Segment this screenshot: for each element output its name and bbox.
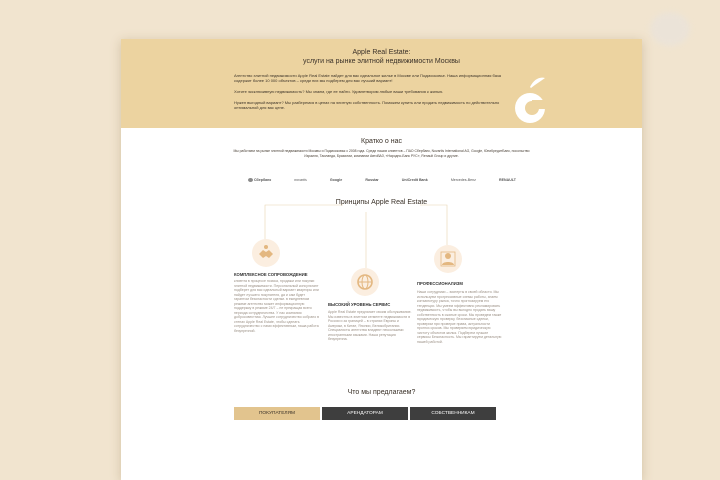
about-title: Кратко о нас: [361, 138, 402, 145]
principles-title: Принципы Apple Real Estate: [335, 199, 428, 206]
logo-russtar: Russtar: [365, 178, 379, 182]
principle-heading: ВЫСОКИЙ УРОВЕНЬ СЕРВИС: [328, 302, 391, 307]
logo-unicredit: UniCredit Bank: [401, 178, 428, 182]
apple-logo-icon: [505, 75, 555, 125]
logo-renault: RENAULT: [499, 178, 516, 182]
principle-text: Наши сотрудники – эксперты в своей области. Мы используем прогрессивные схемы работы, знаем конъюнктуру рынка, точно прогнозируем его тенденции. Мы умеем эффективно рекламировать недвижимость, чтобы вы выгодно продать вашу собственность в сжатые сроки. Мы проведем также юридическую проверку, безопасные сделки, проверим при проверке права, актуальности прогноз сроков. Мы проверяем юридическую чистоту объектов жилья. Подберем лучшие сервисы Безопасность. Мы гарантируем детальную нашей работой.: [417, 290, 502, 344]
logo-sberbank: [248, 178, 271, 182]
hero-section: [121, 39, 642, 128]
handshake-icon: [252, 239, 280, 267]
about-text: Мы работаем на рынке элитной недвижимости Москвы и Подмосковья с 2008 года. Среди наших клиентов – ПАО Сбербанк, Novartis International AG, Google, ЮниКредитБанк, посольство Израиля, Таиланда, Бразилии, компании АвтоВАЗ, «Народно-Банк РУС», Renault Group и другие.: [233, 149, 530, 158]
person-icon: [434, 245, 462, 273]
logo-mercedes: Mercedes-Benz: [450, 178, 476, 182]
principle-heading: ПРОФЕССИОНАЛИЗМ: [417, 281, 463, 286]
page-frame: [121, 39, 642, 480]
logo-label: Сбербанк: [254, 178, 272, 182]
tab-buyers[interactable]: ПОКУПАТЕЛЯМ: [234, 407, 320, 420]
tab-owners[interactable]: СОБСТВЕННИКАМ: [410, 407, 496, 420]
hero-title-line2: услуги на рынке элитной недвижимости Москвы: [303, 58, 460, 65]
logo-google: Google: [329, 178, 343, 182]
logo-novartis: novartis: [294, 178, 307, 182]
principle-text: клиента в процессе поиска, продажи или покупки элитной недвижимости. Персональный консультант подберет для вас идеальный вариант квартиры или найдет лучшего покупателя, да и сам будет гарантом безопасности сделки. в ежедневном режиме агентство может информационную поддержку в режиме 24/7 – не прекращая всего периода сотрудничества. У нас компания добросовестная. Лучшее сотрудничество собрано в стенах Apple Real Estate, чтобы сделать сотрудничество с нами эффективным, наша работа безупречной.: [234, 279, 319, 333]
hero-title: [121, 48, 642, 66]
hero-title-line1: Apple Real Estate:: [352, 49, 411, 56]
principle-heading: КОМПЛЕКСНОЕ СОПРОВОЖДЕНИЕ: [234, 272, 308, 277]
hero-paragraph: Нужен выгодный вариант? Мы разберемся в ценах на элитную собственность. Поможем купить или продать недвижимость по действительно оптимальной для вас цене.: [234, 100, 500, 110]
client-logos: [248, 175, 516, 185]
sberbank-icon: [248, 178, 253, 182]
background-blur-spot: [650, 12, 690, 46]
hero-paragraph: Хотите эксклюзивную недвижимость? Мы знаем, где ее найти. Удовлетворим любые ваши требования к жилью.: [234, 89, 444, 94]
globe-icon: [351, 268, 379, 296]
offer-tabs: [234, 407, 496, 420]
offer-title: Что мы предлагаем?: [347, 389, 416, 396]
tab-tenants[interactable]: АРЕНДАТОРАМ: [322, 407, 408, 420]
principle-text: Apple Real Estate предлагает своим обслуживание. Мы известны в элитном сегменте недвижимости в России и за границей – в странах Европы и Америки, в Китае, Японии, Великобритании. Специалисты агентства владеют несколькими иностранными языками. Наша репутация безупречна.: [328, 310, 412, 341]
hero-paragraph: Агентство элитной недвижимости Apple Real Estate найдет для вас идеальное жилье в Москве или Подмосковье. Наша информационная база содержит более 10 000 объектов – среди них мы подберем для вас лучший вариант!: [234, 73, 501, 83]
